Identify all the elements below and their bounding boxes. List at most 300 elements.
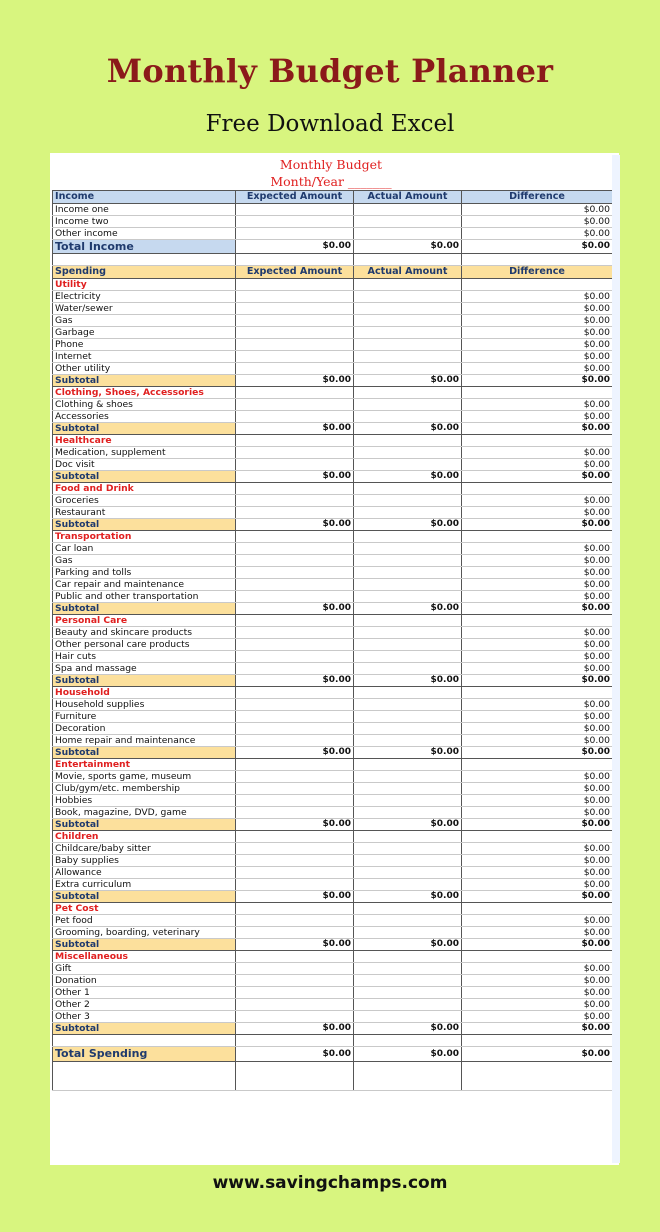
expense-row [53, 447, 613, 459]
expense-label: Childcare/baby sitter [53, 843, 236, 855]
expense-row [53, 567, 613, 579]
difference-cell: $0.00 [462, 303, 613, 315]
income-label: Other income [53, 228, 236, 240]
expense-label: Clothing & shoes [53, 399, 236, 411]
category-label: Entertainment [53, 759, 236, 771]
income-row [53, 228, 613, 240]
expected-amount-cell[interactable] [236, 216, 354, 228]
empty-cell [236, 435, 354, 447]
category-label: Utility [53, 279, 236, 291]
budget-table-body [53, 191, 613, 1091]
income-row [53, 204, 613, 216]
actual-amount-cell[interactable] [354, 339, 462, 351]
expected-amount-cell[interactable] [236, 651, 354, 663]
expected-amount-cell[interactable] [236, 543, 354, 555]
difference-cell: $0.00 [462, 639, 613, 651]
expense-label: Household supplies [53, 699, 236, 711]
difference-cell: $0.00 [462, 411, 613, 423]
expense-label: Beauty and skincare products [53, 627, 236, 639]
subtotal-expected: $0.00 [236, 423, 354, 435]
spacer-row [53, 1035, 613, 1047]
expected-amount-cell[interactable] [236, 783, 354, 795]
expense-row [53, 639, 613, 651]
difference-cell: $0.00 [462, 999, 613, 1011]
actual-amount-header: Actual Amount [354, 266, 462, 279]
actual-amount-cell[interactable] [354, 711, 462, 723]
difference-cell: $0.00 [462, 1011, 613, 1023]
footer-url[interactable]: www.savingchamps.com [212, 1173, 448, 1193]
expected-amount-cell[interactable] [236, 867, 354, 879]
expected-amount-cell[interactable] [236, 999, 354, 1011]
expected-amount-cell[interactable] [236, 303, 354, 315]
total-spending-difference: $0.00 [462, 1047, 613, 1062]
actual-amount-header: Actual Amount [354, 191, 462, 204]
expense-row [53, 351, 613, 363]
subtotal-actual: $0.00 [354, 675, 462, 687]
category-label: Pet Cost [53, 903, 236, 915]
expense-row [53, 987, 613, 999]
actual-amount-cell[interactable] [354, 795, 462, 807]
empty-cell [236, 831, 354, 843]
expense-label: Other personal care products [53, 639, 236, 651]
expected-amount-cell[interactable] [236, 555, 354, 567]
category-row [53, 615, 613, 627]
total-spending-expected: $0.00 [236, 1047, 354, 1062]
expected-amount-cell[interactable] [236, 495, 354, 507]
expense-row [53, 579, 613, 591]
difference-cell: $0.00 [462, 663, 613, 675]
subtotal-label: Subtotal [53, 471, 236, 483]
difference-cell: $0.00 [462, 867, 613, 879]
difference-cell: $0.00 [462, 855, 613, 867]
expected-amount-cell[interactable] [236, 363, 354, 375]
page-subtitle: Free Download Excel [205, 111, 455, 137]
expense-row [53, 975, 613, 987]
expense-row [53, 411, 613, 423]
empty-cell [236, 1062, 354, 1091]
actual-amount-cell[interactable] [354, 447, 462, 459]
expected-amount-cell[interactable] [236, 855, 354, 867]
subtotal-difference: $0.00 [462, 471, 613, 483]
actual-amount-cell[interactable] [354, 735, 462, 747]
difference-cell: $0.00 [462, 315, 613, 327]
category-row [53, 483, 613, 495]
expense-label: Book, magazine, DVD, game [53, 807, 236, 819]
expense-label: Spa and massage [53, 663, 236, 675]
total-spending-label: Total Spending [53, 1047, 236, 1062]
expected-amount-cell[interactable] [236, 567, 354, 579]
sheet-month-year: Month/Year _______ [270, 174, 392, 189]
category-row [53, 903, 613, 915]
difference-cell: $0.00 [462, 399, 613, 411]
empty-cell [354, 1035, 462, 1047]
subtotal-difference: $0.00 [462, 891, 613, 903]
expected-amount-cell[interactable] [236, 963, 354, 975]
subtotal-row [53, 747, 613, 759]
expense-row [53, 699, 613, 711]
subtotal-row [53, 819, 613, 831]
subtotal-label: Subtotal [53, 939, 236, 951]
difference-cell: $0.00 [462, 579, 613, 591]
difference-cell: $0.00 [462, 723, 613, 735]
empty-cell [236, 483, 354, 495]
expected-amount-cell[interactable] [236, 1011, 354, 1023]
actual-amount-cell[interactable] [354, 771, 462, 783]
expected-amount-cell[interactable] [236, 879, 354, 891]
category-row [53, 279, 613, 291]
expected-amount-cell[interactable] [236, 204, 354, 216]
expense-label: Furniture [53, 711, 236, 723]
empty-cell [462, 615, 613, 627]
expense-label: Internet [53, 351, 236, 363]
expected-amount-cell[interactable] [236, 735, 354, 747]
expected-amount-cell[interactable] [236, 987, 354, 999]
expected-amount-cell[interactable] [236, 807, 354, 819]
expense-label: Parking and tolls [53, 567, 236, 579]
subtotal-expected: $0.00 [236, 519, 354, 531]
expected-amount-cell[interactable] [236, 591, 354, 603]
actual-amount-cell[interactable] [354, 591, 462, 603]
empty-cell [354, 903, 462, 915]
expense-row [53, 555, 613, 567]
actual-amount-cell[interactable] [354, 579, 462, 591]
actual-amount-cell[interactable] [354, 663, 462, 675]
empty-cell [462, 903, 613, 915]
total-spending-row [53, 1047, 613, 1062]
empty-cell [354, 435, 462, 447]
actual-amount-cell[interactable] [354, 915, 462, 927]
empty-cell [354, 1062, 462, 1091]
empty-cell [462, 951, 613, 963]
empty-cell [462, 387, 613, 399]
empty-cell [462, 1035, 613, 1047]
expense-row [53, 963, 613, 975]
empty-cell [236, 1035, 354, 1047]
difference-cell: $0.00 [462, 363, 613, 375]
actual-amount-cell[interactable] [354, 315, 462, 327]
empty-cell [354, 279, 462, 291]
expected-amount-cell[interactable] [236, 447, 354, 459]
expense-label: Accessories [53, 411, 236, 423]
empty-cell [354, 687, 462, 699]
spending-header-row [53, 266, 613, 279]
category-label: Miscellaneous [53, 951, 236, 963]
expected-amount-cell[interactable] [236, 711, 354, 723]
expense-label: Pet food [53, 915, 236, 927]
difference-cell: $0.00 [462, 975, 613, 987]
category-row [53, 387, 613, 399]
actual-amount-cell[interactable] [354, 987, 462, 999]
expense-label: Phone [53, 339, 236, 351]
expense-row [53, 723, 613, 735]
income-header: Income [53, 191, 236, 204]
expected-amount-cell[interactable] [236, 723, 354, 735]
budget-table [52, 190, 613, 1091]
actual-amount-cell[interactable] [354, 216, 462, 228]
actual-amount-cell[interactable] [354, 807, 462, 819]
subtotal-difference: $0.00 [462, 603, 613, 615]
expense-row [53, 711, 613, 723]
subtotal-row [53, 375, 613, 387]
empty-cell [462, 1062, 613, 1091]
subtotal-expected: $0.00 [236, 471, 354, 483]
actual-amount-cell[interactable] [354, 627, 462, 639]
category-row [53, 951, 613, 963]
expense-row [53, 291, 613, 303]
page-title: Monthly Budget Planner [106, 52, 554, 90]
difference-cell: $0.00 [462, 879, 613, 891]
expected-amount-cell[interactable] [236, 411, 354, 423]
subtotal-actual: $0.00 [354, 819, 462, 831]
subtotal-actual: $0.00 [354, 603, 462, 615]
subtotal-actual: $0.00 [354, 519, 462, 531]
actual-amount-cell[interactable] [354, 1011, 462, 1023]
actual-amount-cell[interactable] [354, 363, 462, 375]
subtotal-difference: $0.00 [462, 747, 613, 759]
subtotal-label: Subtotal [53, 675, 236, 687]
expense-row [53, 339, 613, 351]
expense-row [53, 783, 613, 795]
difference-cell: $0.00 [462, 216, 613, 228]
subtotal-actual: $0.00 [354, 939, 462, 951]
empty-cell [354, 615, 462, 627]
empty-cell [354, 759, 462, 771]
actual-amount-cell[interactable] [354, 999, 462, 1011]
actual-amount-cell[interactable] [354, 399, 462, 411]
expected-amount-cell[interactable] [236, 663, 354, 675]
expense-row [53, 843, 613, 855]
expected-amount-cell[interactable] [236, 579, 354, 591]
total-income-difference: $0.00 [462, 240, 613, 254]
sheet-edge [612, 155, 620, 1163]
expense-row [53, 459, 613, 471]
expense-row [53, 855, 613, 867]
empty-cell [462, 279, 613, 291]
expense-row [53, 363, 613, 375]
expected-amount-cell[interactable] [236, 699, 354, 711]
subtotal-actual: $0.00 [354, 1023, 462, 1035]
empty-cell [53, 1035, 236, 1047]
actual-amount-cell[interactable] [354, 555, 462, 567]
actual-amount-cell[interactable] [354, 783, 462, 795]
actual-amount-cell[interactable] [354, 723, 462, 735]
difference-cell: $0.00 [462, 591, 613, 603]
subtotal-difference: $0.00 [462, 939, 613, 951]
subtotal-row [53, 891, 613, 903]
difference-cell: $0.00 [462, 735, 613, 747]
expense-label: Club/gym/etc. membership [53, 783, 236, 795]
actual-amount-cell[interactable] [354, 879, 462, 891]
subtotal-expected: $0.00 [236, 375, 354, 387]
empty-cell [354, 951, 462, 963]
subtotal-expected: $0.00 [236, 819, 354, 831]
difference-cell: $0.00 [462, 771, 613, 783]
subtotal-label: Subtotal [53, 747, 236, 759]
expected-amount-cell[interactable] [236, 639, 354, 651]
expected-amount-cell[interactable] [236, 627, 354, 639]
subtotal-actual: $0.00 [354, 375, 462, 387]
income-label: Income two [53, 216, 236, 228]
empty-cell [236, 531, 354, 543]
empty-cell [354, 483, 462, 495]
empty-cell [354, 831, 462, 843]
empty-cell [462, 687, 613, 699]
expected-amount-cell[interactable] [236, 915, 354, 927]
category-row [53, 531, 613, 543]
actual-amount-cell[interactable] [354, 411, 462, 423]
income-row [53, 216, 613, 228]
expected-amount-cell[interactable] [236, 228, 354, 240]
expected-amount-cell[interactable] [236, 927, 354, 939]
empty-cell [462, 531, 613, 543]
expense-row [53, 591, 613, 603]
expected-amount-cell[interactable] [236, 507, 354, 519]
actual-amount-cell[interactable] [354, 495, 462, 507]
actual-amount-cell[interactable] [354, 303, 462, 315]
expense-row [53, 327, 613, 339]
difference-cell: $0.00 [462, 543, 613, 555]
subtotal-label: Subtotal [53, 519, 236, 531]
empty-cell [53, 1062, 236, 1091]
subtotal-actual: $0.00 [354, 423, 462, 435]
actual-amount-cell[interactable] [354, 228, 462, 240]
actual-amount-cell[interactable] [354, 204, 462, 216]
expected-amount-cell[interactable] [236, 975, 354, 987]
expense-row [53, 651, 613, 663]
expected-amount-cell[interactable] [236, 399, 354, 411]
subtotal-label: Subtotal [53, 603, 236, 615]
total-income-actual: $0.00 [354, 240, 462, 254]
subtotal-row [53, 675, 613, 687]
expected-amount-header: Expected Amount [236, 191, 354, 204]
difference-cell: $0.00 [462, 459, 613, 471]
actual-amount-cell[interactable] [354, 327, 462, 339]
difference-cell: $0.00 [462, 351, 613, 363]
actual-amount-cell[interactable] [354, 639, 462, 651]
expected-amount-cell[interactable] [236, 351, 354, 363]
subtotal-row [53, 939, 613, 951]
difference-cell: $0.00 [462, 291, 613, 303]
total-income-row [53, 240, 613, 254]
category-row [53, 831, 613, 843]
category-label: Children [53, 831, 236, 843]
empty-cell [236, 951, 354, 963]
category-label: Clothing, Shoes, Accessories [53, 387, 236, 399]
expense-label: Other 1 [53, 987, 236, 999]
subtotal-row [53, 603, 613, 615]
subtotal-difference: $0.00 [462, 1023, 613, 1035]
subtotal-label: Subtotal [53, 375, 236, 387]
expense-row [53, 399, 613, 411]
expense-label: Car loan [53, 543, 236, 555]
difference-cell: $0.00 [462, 987, 613, 999]
expense-row [53, 495, 613, 507]
spacer-row [53, 254, 613, 266]
actual-amount-cell[interactable] [354, 927, 462, 939]
category-label: Personal Care [53, 615, 236, 627]
subtotal-label: Subtotal [53, 423, 236, 435]
actual-amount-cell[interactable] [354, 699, 462, 711]
category-label: Transportation [53, 531, 236, 543]
subtotal-expected: $0.00 [236, 1023, 354, 1035]
actual-amount-cell[interactable] [354, 855, 462, 867]
actual-amount-cell[interactable] [354, 867, 462, 879]
expense-label: Restaurant [53, 507, 236, 519]
subtotal-row [53, 519, 613, 531]
actual-amount-cell[interactable] [354, 963, 462, 975]
actual-amount-cell[interactable] [354, 507, 462, 519]
expected-amount-cell[interactable] [236, 771, 354, 783]
expected-amount-cell[interactable] [236, 459, 354, 471]
difference-header: Difference [462, 191, 613, 204]
expected-amount-cell[interactable] [236, 843, 354, 855]
expected-amount-cell[interactable] [236, 339, 354, 351]
expense-row [53, 1011, 613, 1023]
actual-amount-cell[interactable] [354, 843, 462, 855]
expected-amount-header: Expected Amount [236, 266, 354, 279]
expense-row [53, 915, 613, 927]
category-row [53, 759, 613, 771]
difference-cell: $0.00 [462, 567, 613, 579]
subtotal-expected: $0.00 [236, 939, 354, 951]
expense-label: Baby supplies [53, 855, 236, 867]
empty-cell [236, 687, 354, 699]
expected-amount-cell[interactable] [236, 795, 354, 807]
subtotal-difference: $0.00 [462, 519, 613, 531]
category-row [53, 435, 613, 447]
subtotal-row [53, 423, 613, 435]
expense-label: Hobbies [53, 795, 236, 807]
actual-amount-cell[interactable] [354, 291, 462, 303]
expense-label: Movie, sports game, museum [53, 771, 236, 783]
expense-label: Donation [53, 975, 236, 987]
subtotal-difference: $0.00 [462, 423, 613, 435]
subtotal-label: Subtotal [53, 1023, 236, 1035]
expense-row [53, 507, 613, 519]
actual-amount-cell[interactable] [354, 975, 462, 987]
actual-amount-cell[interactable] [354, 651, 462, 663]
subtotal-difference: $0.00 [462, 819, 613, 831]
subtotal-expected: $0.00 [236, 891, 354, 903]
expected-amount-cell[interactable] [236, 291, 354, 303]
expense-row [53, 795, 613, 807]
actual-amount-cell[interactable] [354, 459, 462, 471]
spending-header: Spending [53, 266, 236, 279]
category-row [53, 687, 613, 699]
difference-cell: $0.00 [462, 807, 613, 819]
actual-amount-cell[interactable] [354, 351, 462, 363]
empty-cell [462, 483, 613, 495]
expected-amount-cell[interactable] [236, 315, 354, 327]
difference-cell: $0.00 [462, 507, 613, 519]
expense-row [53, 735, 613, 747]
spacer-row [53, 1062, 613, 1091]
difference-cell: $0.00 [462, 699, 613, 711]
difference-cell: $0.00 [462, 627, 613, 639]
expense-label: Hair cuts [53, 651, 236, 663]
expense-row [53, 867, 613, 879]
empty-cell [236, 903, 354, 915]
expected-amount-cell[interactable] [236, 327, 354, 339]
expense-row [53, 543, 613, 555]
difference-cell: $0.00 [462, 963, 613, 975]
actual-amount-cell[interactable] [354, 543, 462, 555]
difference-cell: $0.00 [462, 339, 613, 351]
actual-amount-cell[interactable] [354, 567, 462, 579]
empty-cell [462, 759, 613, 771]
difference-cell: $0.00 [462, 204, 613, 216]
expense-row [53, 999, 613, 1011]
